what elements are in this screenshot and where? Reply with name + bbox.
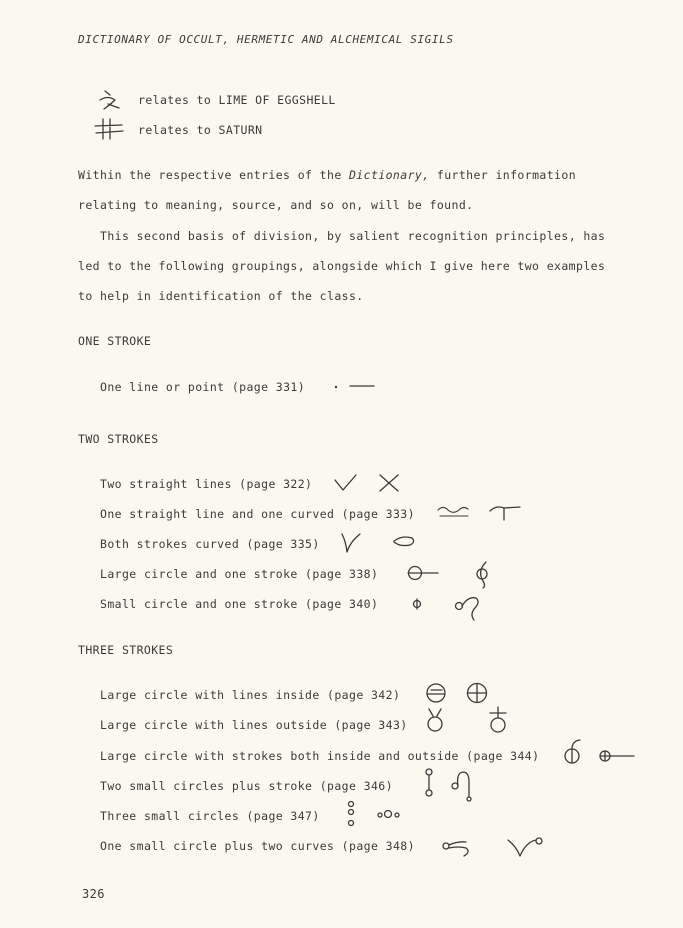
circle-lines-outside-sigils xyxy=(424,704,508,736)
paragraph-line: Within the respective entries of the Dictionary, further information xyxy=(78,168,577,182)
list-item: Both strokes curved (page 335) xyxy=(100,537,320,551)
line-and-curve-sigils xyxy=(436,500,526,524)
list-item: Three small circles (page 347) xyxy=(100,809,320,823)
paragraph-line: to help in identification of the class. xyxy=(78,289,364,303)
saturn-sigil xyxy=(92,115,130,143)
page-number: 326 xyxy=(82,887,105,901)
list-item: One line or point (page 331) xyxy=(100,380,306,394)
two-small-circles-stroke-sigils xyxy=(418,764,480,804)
example-text-lime: relates to LIME OF EGGSHELL xyxy=(138,93,336,107)
section-heading: THREE STROKES xyxy=(78,643,174,657)
list-item: One straight line and one curved (page 333) xyxy=(100,507,415,521)
list-item: Large circle with strokes both inside and outside (page 344) xyxy=(100,749,540,763)
list-item: Large circle and one stroke (page 338) xyxy=(100,567,379,581)
three-small-circles-sigils xyxy=(340,798,412,832)
running-header: DICTIONARY OF OCCULT, HERMETIC AND ALCHEMICAL SIGILS xyxy=(78,33,454,46)
small-circle-two-curves-sigils xyxy=(436,828,548,862)
point-and-line-sigils xyxy=(330,378,380,394)
list-item: Two straight lines (page 322) xyxy=(100,477,313,491)
large-circle-stroke-sigils xyxy=(404,557,500,589)
two-straight-lines-sigils xyxy=(332,470,406,494)
list-item: One small circle plus two curves (page 348) xyxy=(100,839,415,853)
list-item: Two small circles plus stroke (page 346) xyxy=(100,779,393,793)
paragraph-line: relating to meaning, source, and so on, will be found. xyxy=(78,198,474,212)
lime-of-eggshell-sigil xyxy=(96,86,130,114)
paragraph-line: This second basis of division, by salient recognition principles, has xyxy=(100,229,606,243)
circle-strokes-inside-outside-sigils xyxy=(558,736,640,768)
circle-lines-inside-sigils xyxy=(422,680,496,706)
example-text-saturn: relates to SATURN xyxy=(138,123,263,137)
small-circle-stroke-sigils xyxy=(404,589,492,623)
section-heading: ONE STROKE xyxy=(78,334,152,348)
dictionary-title: Dictionary, xyxy=(348,168,430,182)
paragraph-line: led to the following groupings, alongside which I give here two examples xyxy=(78,259,606,273)
list-item: Small circle and one stroke (page 340) xyxy=(100,597,379,611)
list-item: Large circle with lines inside (page 342) xyxy=(100,688,401,702)
section-heading: TWO STROKES xyxy=(78,432,159,446)
list-item: Large circle with lines outside (page 343) xyxy=(100,718,408,732)
both-curved-sigils xyxy=(338,528,422,556)
